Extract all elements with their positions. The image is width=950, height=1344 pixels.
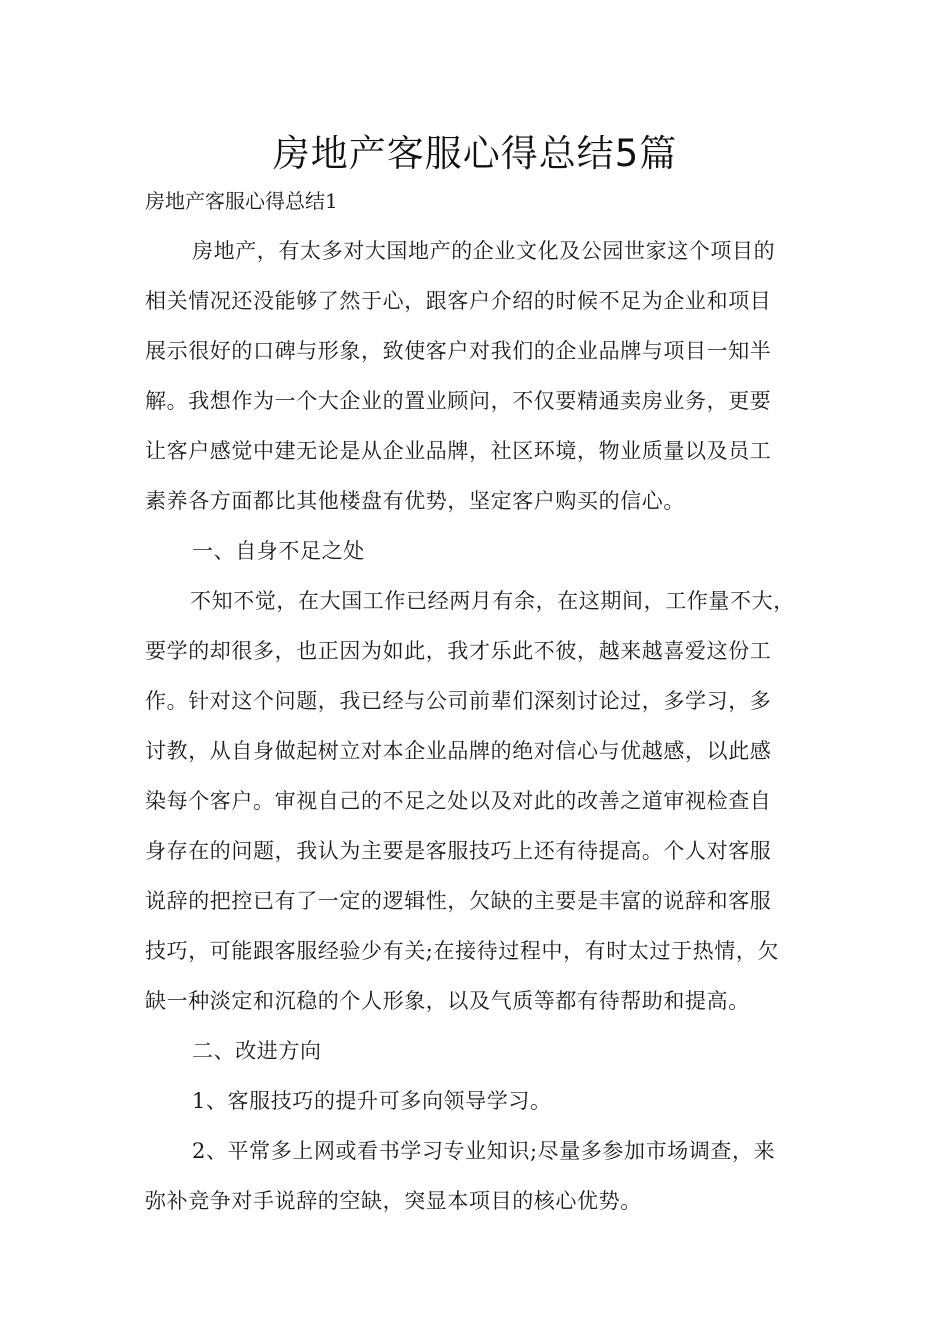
section-heading: 二、改进方向 xyxy=(192,1039,322,1063)
paragraph-line: 相关情况还没能够了然于心，跟客户介绍的时候不足为企业和项目 xyxy=(145,289,772,313)
paragraph-line: 缺一种淡定和沉稳的个人形象，以及气质等都有待帮助和提高。 xyxy=(145,989,750,1013)
paragraph-line: 染每个客户。审视自己的不足之处以及对此的改善之道审视检查自 xyxy=(145,789,772,813)
paragraph-line: 弥补竞争对手说辞的空缺，突显本项目的核心优势。 xyxy=(145,1189,642,1213)
section-heading: 一、自身不足之处 xyxy=(192,539,365,563)
paragraph-line: 解。我想作为一个大企业的置业顾问，不仅要精通卖房业务，更要 xyxy=(145,389,772,413)
paragraph-line: 不知不觉，在大国工作已经两月有余，在这期间，工作量不大， xyxy=(190,589,795,613)
paragraph-line: 素养各方面都比其他楼盘有优势，坚定客户购买的信心。 xyxy=(145,489,685,513)
paragraph-line: 要学的却很多，也正因为如此，我才乐此不彼，越来越喜爱这份工 xyxy=(145,639,772,663)
paragraph-line: 讨教，从自身做起树立对本企业品牌的绝对信心与优越感，以此感 xyxy=(145,739,772,763)
paragraph-line: 技巧，可能跟客服经验少有关;在接待过程中，有时太过于热情，欠 xyxy=(145,939,780,963)
document-title: 房地产客服心得总结5篇 xyxy=(272,132,678,175)
list-item: 1、客服技巧的提升可多向领导学习。 xyxy=(192,1089,552,1113)
paragraph-line: 说辞的把控已有了一定的逻辑性，欠缺的主要是丰富的说辞和客服 xyxy=(145,889,772,913)
paragraph-line: 作。针对这个问题，我已经与公司前辈们深刻讨论过，多学习，多 xyxy=(145,689,772,713)
list-item: 2、平常多上网或看书学习专业知识;尽量多参加市场调查，来 xyxy=(192,1139,776,1163)
paragraph-line: 展示很好的口碑与形象，致使客户对我们的企业品牌与项目一知半 xyxy=(145,339,772,363)
document-subtitle: 房地产客服心得总结1 xyxy=(145,189,338,213)
paragraph-line: 让客户感觉中建无论是从企业品牌，社区环境，物业质量以及员工 xyxy=(145,439,772,463)
paragraph-line: 身存在的问题，我认为主要是客服技巧上还有待提高。个人对客服 xyxy=(145,839,772,863)
paragraph-line: 房地产，有太多对大国地产的企业文化及公园世家这个项目的 xyxy=(192,239,776,263)
